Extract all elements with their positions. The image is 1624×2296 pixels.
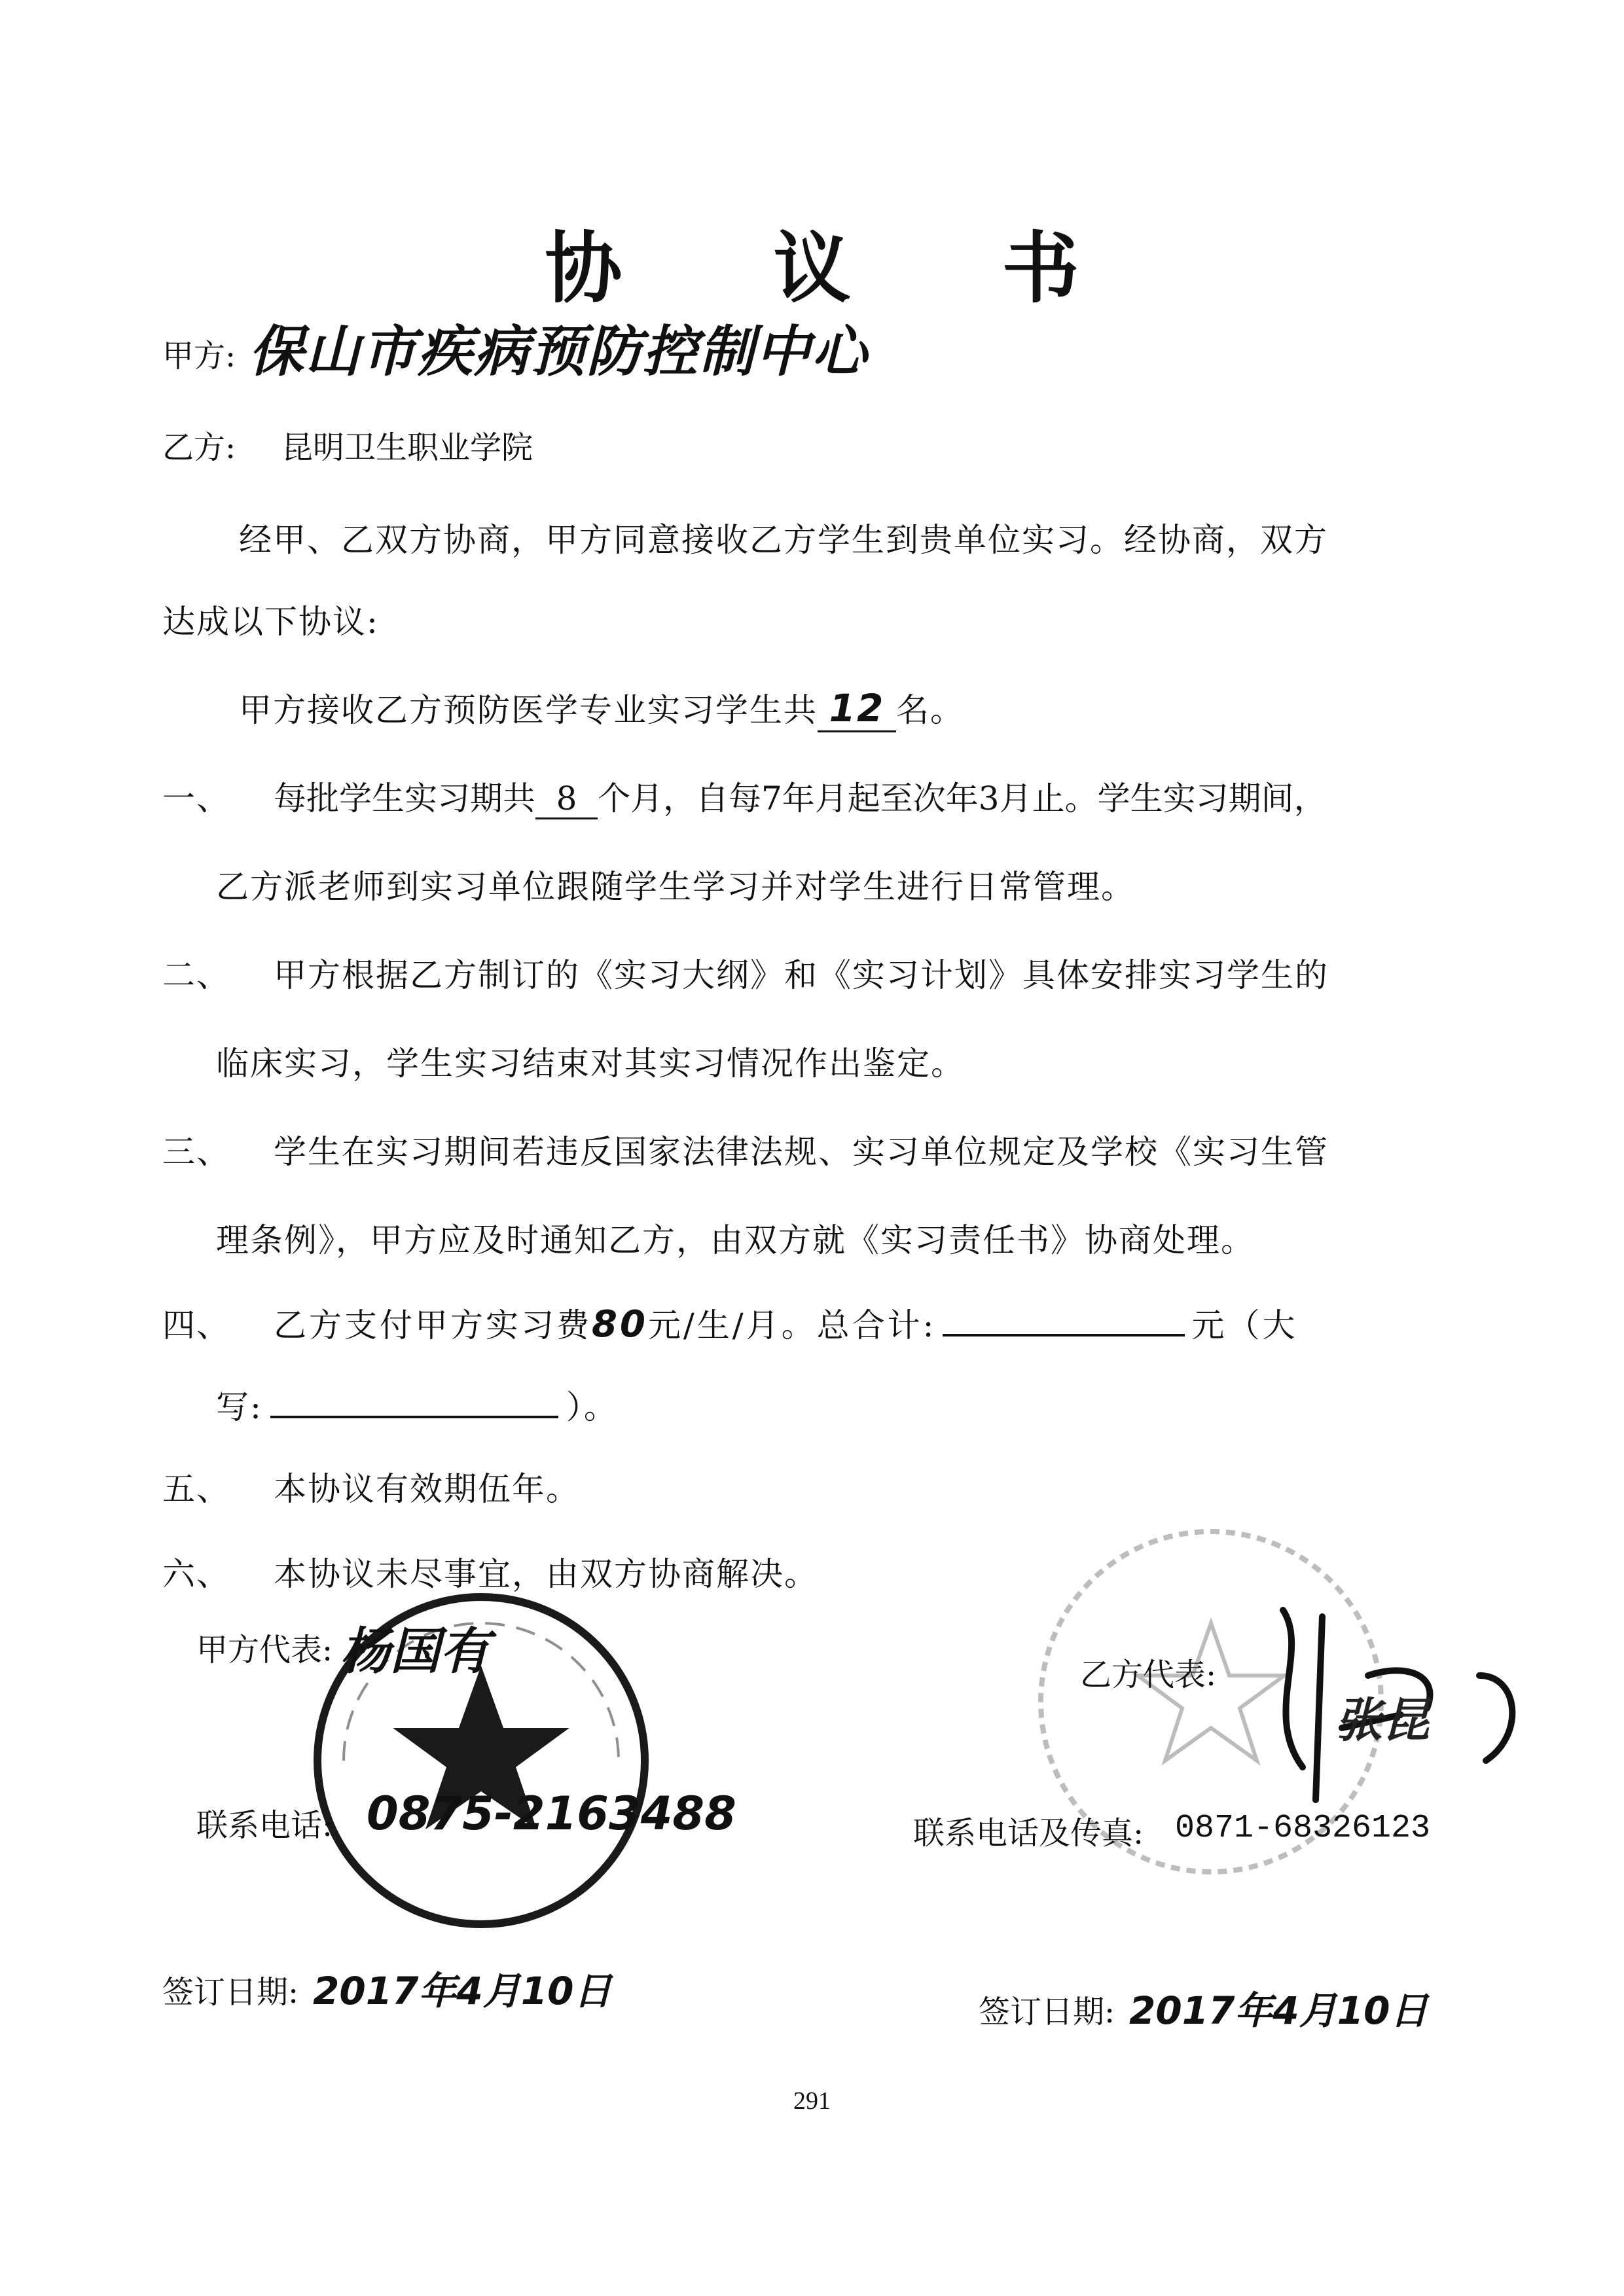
students-prefix: 甲方接收乙方预防医学专业实习学生共 [239,691,818,729]
party-a-rep-label: 甲方代表: [196,1632,333,1668]
intro-line-1: 经甲、乙双方协商，甲方同意接收乙方学生到贵单位实习。经协商，双方 [239,521,1328,559]
clause-1-post: 个月，自每7年月起至次年3月止。学生实习期间， [598,780,1327,817]
clause-4-number: 四、 [162,1306,230,1344]
clause-3-number: 三、 [162,1133,230,1171]
party-a-phone: 0875-2163488 [367,1787,736,1840]
clause-1-line-2: 乙方派老师到实习单位跟随学生学习并对学生进行日常管理。 [216,868,1135,906]
page-number: 291 [793,2087,831,2115]
clause-1-number: 一、 [162,780,230,817]
clause-4-mid: 元/生/月。总合计: [647,1306,937,1344]
party-a-name: 保山市疾病预防控制中心 [249,319,869,384]
party-b-date-label: 签订日期: [979,1994,1115,2030]
party-b-date: 2017年4月10日 [1129,1988,1428,2033]
clause-3-line-2: 理条例》，甲方应及时通知乙方，由双方就《实习责任书》协商处理。 [216,1221,1255,1259]
clause-6-number: 六、 [162,1555,230,1593]
clause-4-pre: 乙方支付甲方实习费 [274,1306,592,1344]
clause-4-line2-post: ）。 [566,1388,618,1426]
party-a-rep-signature: 杨国有 [340,1622,490,1680]
party-b-name: 昆明卫生职业学院 [281,429,533,466]
party-b-label: 乙方: [162,429,236,466]
clause-4-fee: 80 [592,1303,648,1346]
party-a-date: 2017年4月10日 [313,1969,612,2013]
party-b-rep-label: 乙方代表: [1080,1657,1217,1693]
document-title: 协 议 书 [545,223,1142,314]
clause-6-text: 本协议未尽事宜，由双方协商解决。 [274,1555,818,1593]
clause-1-months: 8 [535,780,598,819]
clause-2-line-1: 甲方根据乙方制订的《实习大纲》和《实习计划》具体安排实习学生的 [274,956,1329,994]
party-a-date-label: 签订日期: [162,1974,299,2011]
clause-2-number: 二、 [162,956,230,994]
clause-4-line2-pre: 写: [216,1388,262,1426]
party-a-label: 甲方: [162,338,236,374]
party-a-phone-label: 联系电话: [196,1807,333,1844]
clause-5-text: 本协议有效期伍年。 [274,1470,580,1508]
party-b-rep-signature: 张昆 [1335,1693,1430,1748]
clause-3-line-1: 学生在实习期间若违反国家法律法规、实习单位规定及学校《实习生管 [274,1133,1329,1171]
clause-4-post: 元（大 [1191,1306,1298,1344]
clause-2-line-2: 临床实习，学生实习结束对其实习情况作出鉴定。 [216,1045,965,1083]
clause-5-number: 五、 [162,1470,230,1508]
party-b-phone: 0871-68326123 [1175,1810,1431,1847]
clause-1-pre: 每批学生实习期共 [274,780,535,817]
students-count: 12 [818,686,896,732]
students-suffix: 名。 [896,691,964,729]
intro-line-2: 达成以下协议: [162,603,379,641]
party-b-phone-label: 联系电话及传真: [913,1815,1144,1852]
